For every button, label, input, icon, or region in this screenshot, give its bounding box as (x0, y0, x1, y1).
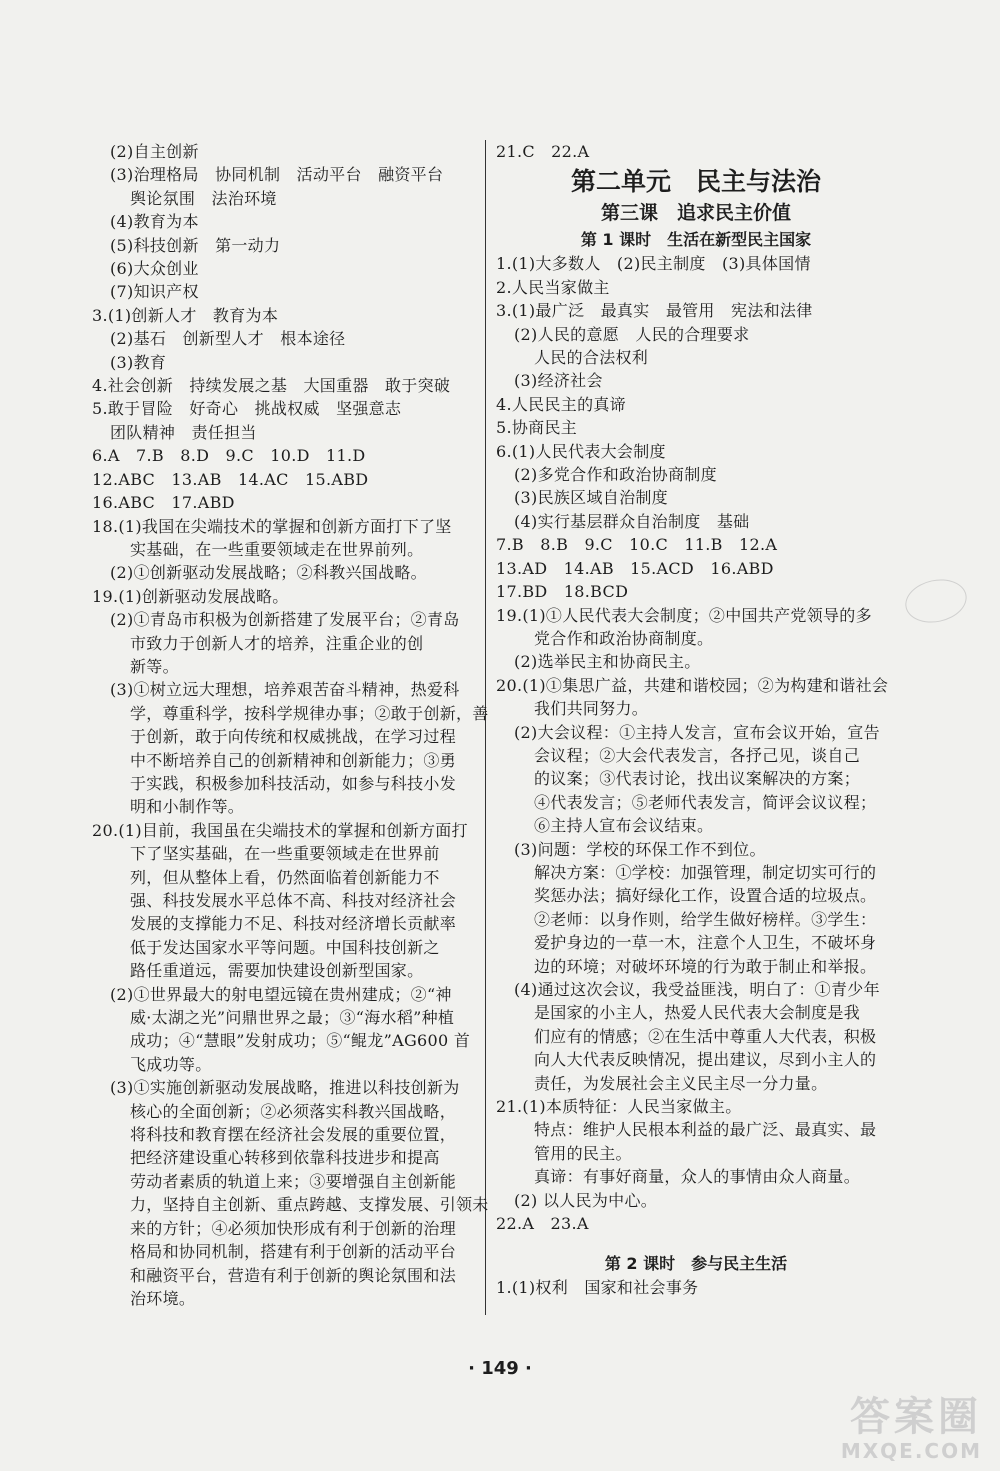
answer-line: 管用的民主。 (534, 1143, 632, 1163)
answer-line: (3)民族区域自治制度 (514, 488, 668, 508)
answer-line: 19.(1)①人民代表大会制度；②中国共产党领导的多 (496, 605, 872, 625)
answer-line: 13.AD 14.AB 15.ACD 16.ABD (496, 558, 774, 578)
answer-line: 实基础，在一些重要领域走在世界前列。 (130, 539, 424, 559)
answer-line: (2)①创新驱动发展战略；②科教兴国战略。 (110, 563, 427, 583)
answer-line: 责任，为发展社会主义民主尽一分力量。 (534, 1073, 828, 1093)
unit-title: 第二单元 民主与法治 (570, 167, 821, 197)
answer-line: 19.(1)创新驱动发展战略。 (92, 586, 289, 606)
answer-line: 1.(1)权利 国家和社会事务 (496, 1278, 699, 1298)
answer-line: 真谛：有事好商量，众人的事情由众人商量。 (534, 1167, 861, 1187)
page-number: · 149 · (468, 1358, 532, 1379)
answer-line: 舆论氛围 法治环境 (130, 188, 277, 208)
answer-line: 向人大代表反映情况，提出建议，尽到小主人的 (534, 1050, 877, 1070)
answer-line: 4.社会创新 持续发展之基 大国重器 敢于突破 (92, 376, 451, 396)
answer-line: 1.(1)大多数人 (2)民主制度 (3)具体国情 (496, 254, 811, 274)
answer-line: (3)治理格局 协同机制 活动平台 融资平台 (110, 165, 444, 185)
stamp-mark (901, 574, 970, 628)
answer-line: 20.(1)目前，我国虽在尖端技术的掌握和创新方面打 (92, 820, 468, 840)
answer-line: 治环境。 (130, 1288, 196, 1308)
answer-line: 17.BD 18.BCD (496, 582, 629, 602)
answer-line: 明和小制作等。 (130, 797, 245, 817)
answer-line: (7)知识产权 (110, 282, 199, 302)
answer-line: 下了坚实基础，在一些重要领域走在世界前 (130, 844, 440, 864)
answer-line: (2)人民的意愿 人民的合理要求 (514, 324, 750, 344)
answer-line: 于实践，积极参加科技活动，如参与科技小发 (130, 773, 457, 793)
answer-line: 爱护身边的一草一木，注意个人卫生，不破坏身 (534, 933, 877, 953)
answer-line: (2)基石 创新型人才 根本途径 (110, 329, 346, 349)
answer-line: ②老师：以身作则，给学生做好榜样。③学生： (534, 909, 877, 929)
answer-line: 20.(1)①集思广益，共建和谐校园；②为构建和谐社会 (496, 675, 889, 695)
answer-block-1 (496, 252, 896, 1235)
answer-line: 将科技和教育摆在经济社会发展的重要位置， (130, 1125, 457, 1145)
answer-line: 列，但从整体上看，仍然面临着创新能力不 (130, 867, 440, 887)
watermark-url: MXQE.COM (840, 1439, 982, 1463)
column-divider (485, 140, 486, 1315)
answer-line: 7.B 8.B 9.C 10.C 11.B 12.A (496, 535, 778, 555)
answer-line: 低于发达国家水平等问题。中国科技创新之 (130, 937, 440, 957)
answer-line: 学，尊重科学，按科学规律办事；②敢于创新，善 (130, 703, 489, 723)
answer-line: (4)教育为本 (110, 212, 199, 232)
watermark-title: 答案圈 (850, 1394, 982, 1440)
answer-line: 路任重道远，需要加快建设创新型国家。 (130, 961, 424, 981)
answer-line: 16.ABC 17.ABD (92, 493, 235, 513)
answer-line: 成功；④“慧眼”发射成功；⑤“鲲龙”AG600 首 (130, 1031, 471, 1051)
answer-line: (3)①实施创新驱动发展战略，推进以科技创新为 (110, 1078, 460, 1098)
answer-line: 的议案；③代表讨论，找出议案解决的方案； (534, 769, 861, 789)
answer-line: (4)实行基层群众自治制度 基础 (514, 511, 750, 531)
answer-line: 发展的支撑能力不足、科技对经济增长贡献率 (130, 914, 457, 934)
answer-line: 市致力于创新人才的培养，注重企业的创 (130, 633, 424, 653)
answer-line: 是国家的小主人，热爱人民代表大会制度是我 (534, 1003, 861, 1023)
answer-line: 劳动者素质的轨道上来；③要增强自主创新能 (130, 1171, 457, 1191)
answer-line: (2)①青岛市积极为创新搭建了发展平台；②青岛 (110, 610, 460, 630)
answer-line: 3.(1)最广泛 最真实 最管用 宪法和法律 (496, 301, 813, 321)
answer-line: 力，坚持自主创新、重点跨越、支撑发展、引领未 (130, 1195, 489, 1215)
answer-line: (3)教育 (110, 352, 167, 372)
answer-line: ⑥主持人宣布会议结束。 (534, 816, 714, 836)
left-column (92, 140, 489, 1310)
answer-line: (2) 以人民为中心。 (514, 1190, 658, 1210)
answer-line: 强、科技发展水平总体不高、科技对经济社会 (130, 891, 457, 910)
lesson-title: 第三课 追求民主价值 (600, 202, 791, 225)
answer-line: 12.ABC 13.AB 14.AC 15.ABD (92, 469, 369, 489)
answer-line: 威·太湖之光”问鼎世界之最；③“海水稻”种植 (130, 1008, 455, 1028)
answer-line: 5.协商民主 (496, 418, 578, 438)
answer-line: 新等。 (130, 656, 179, 676)
answer-line: (3)问题：学校的环保工作不到位。 (514, 839, 766, 859)
answer-line: 奖惩办法；搞好绿化工作，设置合适的垃圾点。 (534, 886, 877, 906)
answer-line: 22.A 23.A (496, 1214, 589, 1234)
period-title-2: 第 2 课时 参与民主生活 (604, 1254, 788, 1274)
answer-line: (6)大众创业 (110, 259, 199, 279)
answer-line: 于创新，敢于向传统和权威挑战，在学习过程 (130, 727, 457, 747)
answer-line: (2)大会议程：①主持人发言，宣布会议开始，宣告 (514, 722, 880, 742)
answer-line: 6.A 7.B 8.D 9.C 10.D 11.D (92, 446, 366, 466)
answer-line: 团队精神 责任担当 (110, 422, 257, 442)
answer-line: ④代表发言；⑤老师代表发言，简评会议议程； (534, 792, 877, 812)
answer-line: 格局和协同机制，搭建有利于创新的活动平台 (130, 1242, 457, 1262)
answer-line: 21.C 22.A (496, 142, 590, 161)
answer-line: 们应有的情感；②在生活中尊重人大代表，积极 (534, 1026, 877, 1046)
answer-line: 18.(1)我国在尖端技术的掌握和创新方面打下了坚 (92, 516, 452, 536)
answer-line: 21.(1)本质特征：人民当家做主。 (496, 1097, 742, 1117)
answer-line: 会议程；②大会代表发言，各抒己见，谈自己 (534, 745, 861, 765)
answer-line: (5)科技创新 第一动力 (110, 235, 281, 255)
answer-line: (3)①树立远大理想，培养艰苦奋斗精神，热爱科 (110, 680, 460, 700)
answer-line: 我们共同努力。 (534, 699, 649, 719)
answer-line: 核心的全面创新；②必须落实科教兴国战略， (130, 1101, 457, 1121)
right-column (496, 140, 896, 1300)
answer-line: 来的方针；④必须加快形成有利于创新的治理 (130, 1218, 457, 1238)
answer-line: (4)通过这次会议，我受益匪浅，明白了：①青少年 (514, 980, 880, 999)
answer-line: 和融资平台，营造有利于创新的舆论氛围和法 (130, 1265, 457, 1285)
watermark-logo (841, 1395, 982, 1463)
answer-line: (2)自主创新 (110, 142, 199, 161)
answer-line: 解决方案：①学校：加强管理，制定切实可行的 (534, 862, 877, 882)
answer-line: 4.人民民主的真谛 (496, 394, 626, 414)
answer-line: 把经济建设重心转移到依靠科技进步和提高 (130, 1148, 440, 1168)
answer-line: 边的环境；对破坏环境的行为敢于制止和举报。 (534, 956, 877, 976)
answer-line: 5.敢于冒险 好奇心 挑战权威 坚强意志 (92, 399, 402, 419)
answer-line: (3)经济社会 (514, 371, 603, 391)
answer-line: 人民的合法权利 (534, 348, 649, 368)
answer-line: (2)①世界最大的射电望远镜在贵州建成；②“神 (110, 984, 452, 1004)
answer-line: 2.人民当家做主 (496, 277, 610, 297)
period-title-1: 第 1 课时 生活在新型民主国家 (580, 230, 812, 250)
answer-line: 党合作和政治协商制度。 (534, 628, 714, 648)
answer-block-2 (496, 1276, 896, 1299)
answer-line: (2)选举民主和协商民主。 (514, 652, 701, 672)
answer-line: 中不断培养自己的创新精神和创新能力；③勇 (130, 750, 457, 770)
answer-line: 3.(1)创新人才 教育为本 (92, 305, 279, 325)
answer-line: (2)多党合作和政治协商制度 (514, 465, 717, 485)
answer-line: 特点：维护人民根本利益的最广泛、最真实、最 (534, 1120, 877, 1140)
answer-line: 6.(1)人民代表大会制度 (496, 441, 666, 461)
answer-line: 飞成功等。 (130, 1054, 212, 1074)
